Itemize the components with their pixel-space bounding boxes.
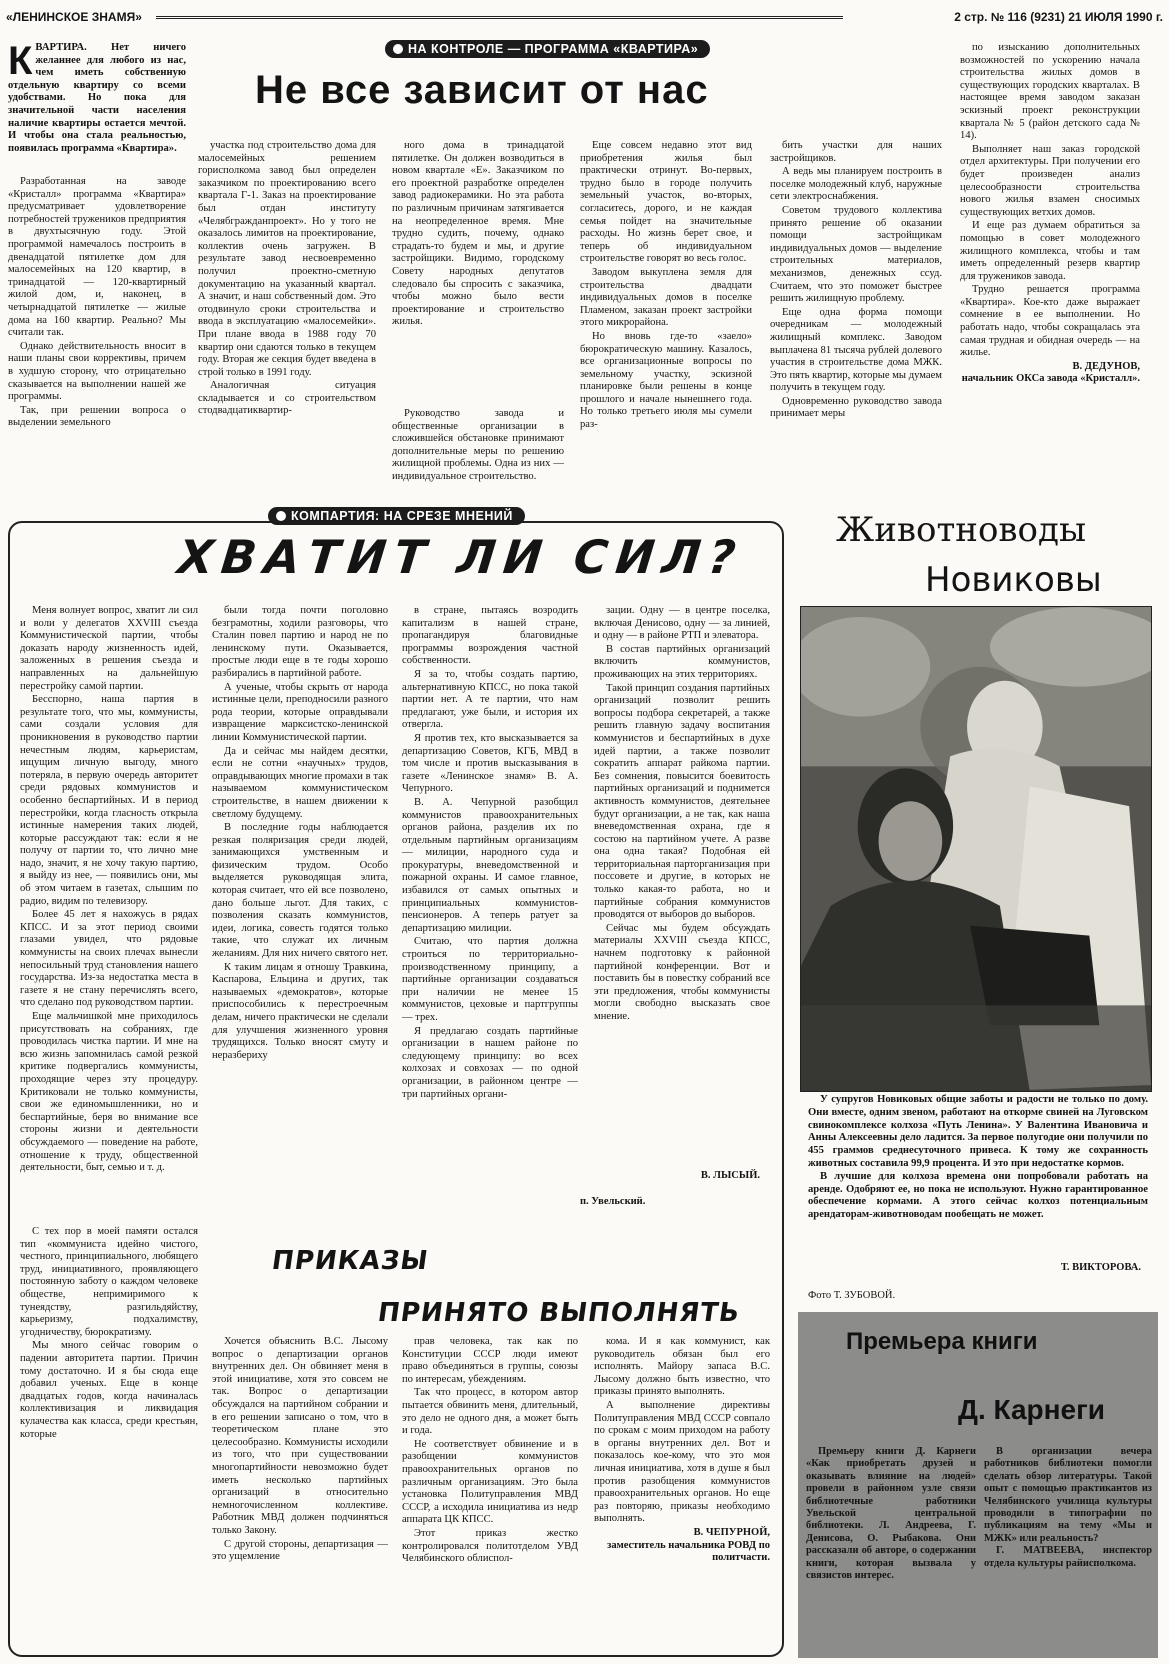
party-signature-place: п. Увельский. <box>580 1196 646 1207</box>
prikazy-col-3: прав человека, так как по Конституции СССР люди имеют право объединяться в группы, союзы по интересам, убеждениям. Так что процесс, в котором автор пытается обвинить меня, длительный, это дело не одного дня, а может быть и года. Не соответствует обвинение и в разобщении коммунистов правоохранительных органов по различным организациям. Это была установка Политуправления МВД СССР, а исходила инициатива из недр аппарата ЦК КПСС. Этот приказ жестко контролировался политотделом УВД Челябинского облиспол- <box>402 1336 578 1565</box>
party-col-2: были тогда почти поголовно безграмотны, ходили разговоры, что Сталин повел партию и народ не по ленинскому пути. Оказывается, простые люди еще в те годы хорошо разбирались в партийной работе. А ученые, чтобы скрыть от народа истинные цели, преподносили разного рода теории, которые оправдывали извращение марксистско-ленинской линии Коммунистической партии. Да и сейчас мы найдем десятки, если не сотни «научных» трудов, оправдывающих многие промахи в так называемом коммунистическом строительстве, в нашем движении к светлому будущему. В последние годы наблюдается резкая поляризация среди людей, занимающихся умственным и физическим трудом. Особо выделяется руководящая элита, которая считает, что ей все позволено, дано больше льгот. Для таких, с позволения сказать коммунистов, идеи, логика, совесть годятся только такие, что служат их личным желаниям. Для них ничего святого нет. К таким лицам я отношу Травкина, Каспарова, Ельцина и других, так называемых «демократов», которые приспособились к перестроечным делам, ничего практически не сделали для улучшения жизненного уровня трудящихся. Только вносят смуту и неразбериху <box>212 605 388 1061</box>
photo-caption: У супругов Новиковых общие заботы и радости не только по дому. Они вместе, одним звеном, работают на откорме свиней на Луговском свинокомплексе колхоза «Путь Ленина». У Валентина Ивановича и Анны Алексеевны дело ладится. За первое полугодие они получили по 455 граммов среднесуточного привеса. К тому же сохранность животных составила 99,9 процента. И это при недостатке кормов. В лучшие для колхоза времена они попробовали работать на аренде. Одобряют ее, но пока не используют. Нужно гарантированное обеспечение кормами. А этого сейчас колхоз потенциальным арендаторам-животноводам пообещать не может. <box>808 1094 1148 1221</box>
masthead-rule <box>156 16 843 19</box>
headline-zhivotnovody: Животноводы <box>836 510 1087 550</box>
rubric-bullet-icon <box>276 511 286 521</box>
party-col-3: в стране, пытаясь возродить капитализм в нашей стране, пропагандируя благовидные программы возрождения частной собственности. Я за то, чтобы создать партию, альтернативную КПСС, но пока такой партии нет. А те партии, что нам предлагают, уже были, и история их отвергла. Я против тех, кто высказывается за департизацию Советов, КГБ, МВД в том числе и против высказывания в газете «Ленинское знамя» В. А. Чепурного. В. А. Чепурной разобщил коммунистов правоохранительных органов района, разделив их по отдельным партийным организациям — милиции, народного суда и прокуратуры, вневедомственной и пожарной охраны. И самое главное, избавился от самых опытных и принципиальных коммунистов-пенсионеров. А теперь ратует за департизацию милиции. Считаю, что партия должна строиться по территориально-производственному принципу, а партийные организации создаваться при наличии не менее 15 коммунистов, цеховые и партгруппы — трех. Я предлагаю создать партийные организации в нашем районе по следующему принципу: во всех колхозах и совхозах — по одной организации, в районном центре — три партийных органи- <box>402 605 578 1100</box>
headline-party: ХВАТИТ ЛИ СИЛ? <box>175 530 747 584</box>
rubric-party: КОМПАРТИЯ: НА СРЕЗЕ МНЕНИЙ <box>268 507 525 525</box>
party-col-4: зации. Одну — в центре поселка, включая Денисово, одну — за линией, и одну — в районе РТП и элеватора. В состав партийных организаций включить коммунистов, проживающих на этих территориях. Такой принцип создания партийных организаций позволит решить вопросы подбора секретарей, а также решить главную задачу воспитания коммунистов и беспартийных в духе идей партии, а также позволит сократить аппарат райкома партии. Без сомнения, повысится боевитость партийных организаций и поднимется активность коммунистов, деятельнее будут организации, а не так, как наша вневедомственная охрана, где я состою на партийном учете. А разве она одна такая? Подобная ей территориальная парторганизация при поссовете и другие, в которых не только какая-то работа, но и партийные собрания коммунистов проводятся от выборов до выборов. Сейчас мы будем обсуждать материалы XXVIII съезда КПСС, начнем подготовку к районной партийной конференции. Вот и поставить бы в повестку собраний все эти предложения, чтобы коммунисты могли свободно высказать свое мнение. <box>594 605 770 1022</box>
caption-author: Т. ВИКТОРОВА. <box>1060 1262 1141 1273</box>
rubric-bullet-icon <box>393 44 403 54</box>
kvartira-col-4: Еще совсем недавно этот вид приобретения жилья был практически отринут. Во-первых, трудно было в городе получить земельный участок, во-вторых, согласитесь, дорого, и не каждая семья пойдет на значительные расходы. Но жизнь берет свое, и теперь об индивидуальном строительстве говорят во весь голос. Заводом выкуплена земля для строительства двадцати индивидуальных домов в поселке Пламеном, заказан проект застройки этого микрорайона. Но вновь где-то «заело» бюрократическую машину. Казалось, все организационные вопросы по земельному участку, эскизной планировке были решены в конце прошлого и начале нынешнего года. Но только третьего июля мы сумели раз- <box>580 140 752 431</box>
kvartira-lead: КВАРТИРА. Нет ничего желаннее для любого из нас, чем иметь собственную отдельную квартиру со всеми удобствами. Но пока для значительной части населения наличие квартиры остается мечтой. И чтобы она стала реальностью, появилась программа «Квартира». <box>8 42 186 154</box>
kvartira-col-6: по изысканию дополнительных возможностей по ускорению начала строительства жилых домов в существующих городских кварталах. В настоящее время заводом заказан эскизный проект реконструкции квартала № 5 (район детского сада № 14). Выполняет наш заказ городской отдел архитектуры. При получении его будет произведен анализ целесообразности строительства нового жилья взамен сносимых существующих ветхих домов. И еще раз думаем обратиться за помощью в совет молодежного жилищного комплекса, чтобы и там иметь определенный резерв квартир для тружеников завода. Трудно решается программа «Квартира». Кое-кто даже выражает сомнение в ее выполнении. Но работать надо, чтобы сокращалась эта самая трудная и обидная очередь — на жилье. В. ДЕДУНОВ, начальник ОКСа завода «Кристалл». <box>960 42 1140 385</box>
headline-kvartira: Не все зависит от нас <box>255 68 709 112</box>
photo-novikovy <box>800 606 1152 1092</box>
masthead <box>6 10 1163 28</box>
party-col-1: Меня волнует вопрос, хватит ли сил и воли у делегатов XXVIII съезда Коммунистической партии, чтобы доказать народу жизненность идей, заложенных в решения съезда и направленных на дальнейшую перестройку самой партии. Бесспорно, наша партия в результате того, что мы, коммунисты, сами создали условия для проникновения в руководство партии нечестным людям, карьеристам, ищущим личную выгоду, много потеряла, в первую очередь авторитет среди рядовых коммунистов и особенно беспартийных. И в период перестройки, когда гласность открыла истинные намерения таких людей, которые рассуждают так: если я не получу от партии то, что лично мне надо, значит, я не хочу такую партию, я выйду из нее, — появились они, мы об этом читаем в газетах, слышим по радио, видим по телевизору. Более 45 лет я нахожусь в рядах КПСС. И за этот период своими глазами увидел, что рядовые коммунисты на своих плечах вынесли непосильный труд становления нашего государства. Из-за недостатка места в газете я не стану перечислять всего, что сделано под руководством партии. Еще мальчишкой мне приходилось присутствовать на собраниях, где проводилась чистка партии. И мне на всю жизнь запомнилась самой резкой критике подвергались коммунисты, проходящие через эту процедуру. Критиковали не только коммунисты, свои же единомышленники, но и беспартийные, беря во внимание все стороны жизни и деятельности обсуждаемого — поведение на работе, отношение к труду, общественной деятельности, быт, семью и т. д. <box>20 605 198 1174</box>
headline-prikazy-line2: ПРИНЯТО ВЫПОЛНЯТЬ <box>375 1298 742 1328</box>
photo-image <box>801 607 1151 1091</box>
headline-novikovy: Новиковы <box>925 560 1102 600</box>
book-col-1: Премьеру книги Д. Карнеги «Как приобретать друзей и оказывать влияние на людей» провели в районном узле связи библиотечные работники Увельской центральной библиотеки. Л. Андреева, Г. Денисова, О. Рыбакова. Они рассказали об авторе, о содержании книги, которая вызвала у связистов интерес. <box>806 1446 976 1582</box>
newspaper-name: «ЛЕНИНСКОЕ ЗНАМЯ» <box>6 10 142 24</box>
dropcap: К <box>8 42 33 83</box>
headline-prikazy-line1: ПРИКАЗЫ <box>269 1246 431 1276</box>
kvartira-col-5: бить участки для наших застройщиков. А ведь мы планируем построить в поселке молодежный клуб, наружные сети электроснабжения. Советом трудового коллектива принято решение об оказании помощи застройщикам индивидуальных домов — выделение строительных материалов, механизмов, денежных ссуд. Считаем, что это поможет быстрее решить жилищную проблему. Еще одна форма помощи очередникам — молодежный жилищный комплекс. Заводом выплачена 81 тысяча рублей долевого участия в строительстве дома МЖК. Это пять квартир, которые мы думаем получить в текущем году. Одновременно руководство завода принимает меры <box>770 140 942 420</box>
headline-premiere: Премьера книги <box>846 1328 1038 1355</box>
book-signature: Г. МАТВЕЕВА, инспектор отдела культуры райисполкома. <box>984 1545 1152 1569</box>
kvartira-col-2: участка под строительство дома для малосемейных решением горисполкома завод был определен заказчиком по проектированию всего квартала Г-1. Заказ на проектирование был отдан институту «Челябгражданпроект». Но у того не оказалось лимитов на проектирование, коллектив очень загружен. В результате завод несвоевременно получил проектно-сметную документацию на указанный квартал. А значит, и наш собственный дом. Это отодвинуло сроки строительства и ввода в эксплуатацию «малосемейки». При плане ввода в 1988 году 70 квартир они сдаются только в текущем году. Вторая же секция будет введена в строй только в 1991 году. Аналогичная ситуация складывается и со строительством стодвадцатиквартир- <box>198 140 376 417</box>
issue-info: 2 стр. № 116 (9231) 21 ИЮЛЯ 1990 г. <box>954 10 1163 24</box>
prikazy-col-2: Хочется объяснить В.С. Лысому вопрос о департизации органов внутренних дел. Он обвиняет меня в этой инициативе, хотя это совсем не так. Вопрос о департизации обсуждался на партийном собрании и в его решении записано о том, что в теоретическом плане это целесообразно. Коммунисты исходили из того, что при существовании многопартийности невозможно будет иметь несколько партийных организаций в относительно немногочисленном коллективе. Работник МВД должен подчиняться только Закону. С другой стороны, департизация — это ущемление <box>212 1336 388 1563</box>
book-col-2: В организации вечера работников библиотеки помогли сделать обзор литературы. Такой опыт с помощью практикантов из Челябинского училища культуры проводили в типографии по публикациям на тему «Мы и МЖК» или реальность? Г. МАТВЕЕВА, инспектор отдела культуры райисполкома. <box>984 1446 1152 1569</box>
prikazy-col-1: С тех пор в моей памяти остался тип «коммуниста идейно чистого, честного, принципиального, любящего труд, инициативного, проявляющего постоянную заботу о каждом человеке обществе, непримиримого к тунеядству, разгильдяйству, карьеризму, подхалимству, угодничеству, бюрократизму. Мы много сейчас говорим о падении авторитета партии. Причин тому достаточно. И я бы сюда еще добавил ученых. Еще в конце двадцатых годов, когда начиналась коллективизация и ликвидация кулачества как класса, среди крестьян, которые <box>20 1226 198 1440</box>
prikazy-signature: В. ЧЕПУРНОЙ, <box>693 1526 770 1538</box>
kvartira-signature-role: начальник ОКСа завода «Кристалл». <box>961 373 1140 385</box>
party-signature: В. ЛЫСЫЙ. <box>700 1170 760 1181</box>
prikazy-signature-role: заместитель начальника РОВД по политчасти. <box>607 1539 770 1564</box>
kvartira-signature: В. ДЕДУНОВ, <box>1072 360 1140 372</box>
rubric-kvartira: НА КОНТРОЛЕ — ПРОГРАММА «КВАРТИРА» <box>385 40 710 58</box>
photo-credit: Фото Т. ЗУБОВОЙ. <box>808 1290 896 1301</box>
kvartira-col-3b: Руководство завода и общественные организации в сложившейся обстановке принимают дополнительные меры по решению жилищной проблемы. Одна из них — индивидуальное строительство. <box>392 408 564 482</box>
kvartira-col-1: Разработанная на заводе «Кристалл» программа «Квартира» предусматривает удовлетворение потребностей тружеников предприятия в двухтысячную году. Этой программой намечалось построить в двенадцатой пятилетке дом для малосемейных на 120 квартир, в тринадцатой — 120-квартирный жилой дом, и, наконец, в четырнадцатой пятилетке — жилые дома на 160 квартир. Реально? Мы считали так. Однако действительность вносит в наши планы свои коррективы, причем в худшую сторону, что отрицательно сказывается на выполнении нашей же программы. Так, при решении вопроса о выделении земельного <box>8 176 186 429</box>
kvartira-col-3: ного дома в тринадцатой пятилетке. Он должен возводиться в новом квартале «Е». Заказчиком по его проектной разработке определен завод радиокерамики. Но эта работа по различным причинам затягивается на неопределенное время. Мне трудно судить, почему, однако страдать-то будем и мы, и другие застройщики. Видимо, городскому Совету народных депутатов следовало бы спросить с заказчика, чтобы можно было вести проектирование и строительство жилья. <box>392 140 564 328</box>
headline-carnegie: Д. Карнеги <box>958 1394 1105 1425</box>
prikazy-col-4: кома. И я как коммунист, как руководитель обязан был его исполнять. Майору запаса В.С. Лысому должно быть известно, что приказы принято выполнять. А выполнение директивы Политуправления МВД СССР совпало по срокам с моим приходом на работу в органы внутренних дел. Вот и показалось кое-кому, что это моя личная инициатива, хотя в душе я был против разобщения коммунистов правоохранительных органов. Но еще раз повторяю, приказы необходимо выполнять. В. ЧЕПУРНОЙ, заместитель начальника РОВД по политчасти. <box>594 1336 770 1564</box>
